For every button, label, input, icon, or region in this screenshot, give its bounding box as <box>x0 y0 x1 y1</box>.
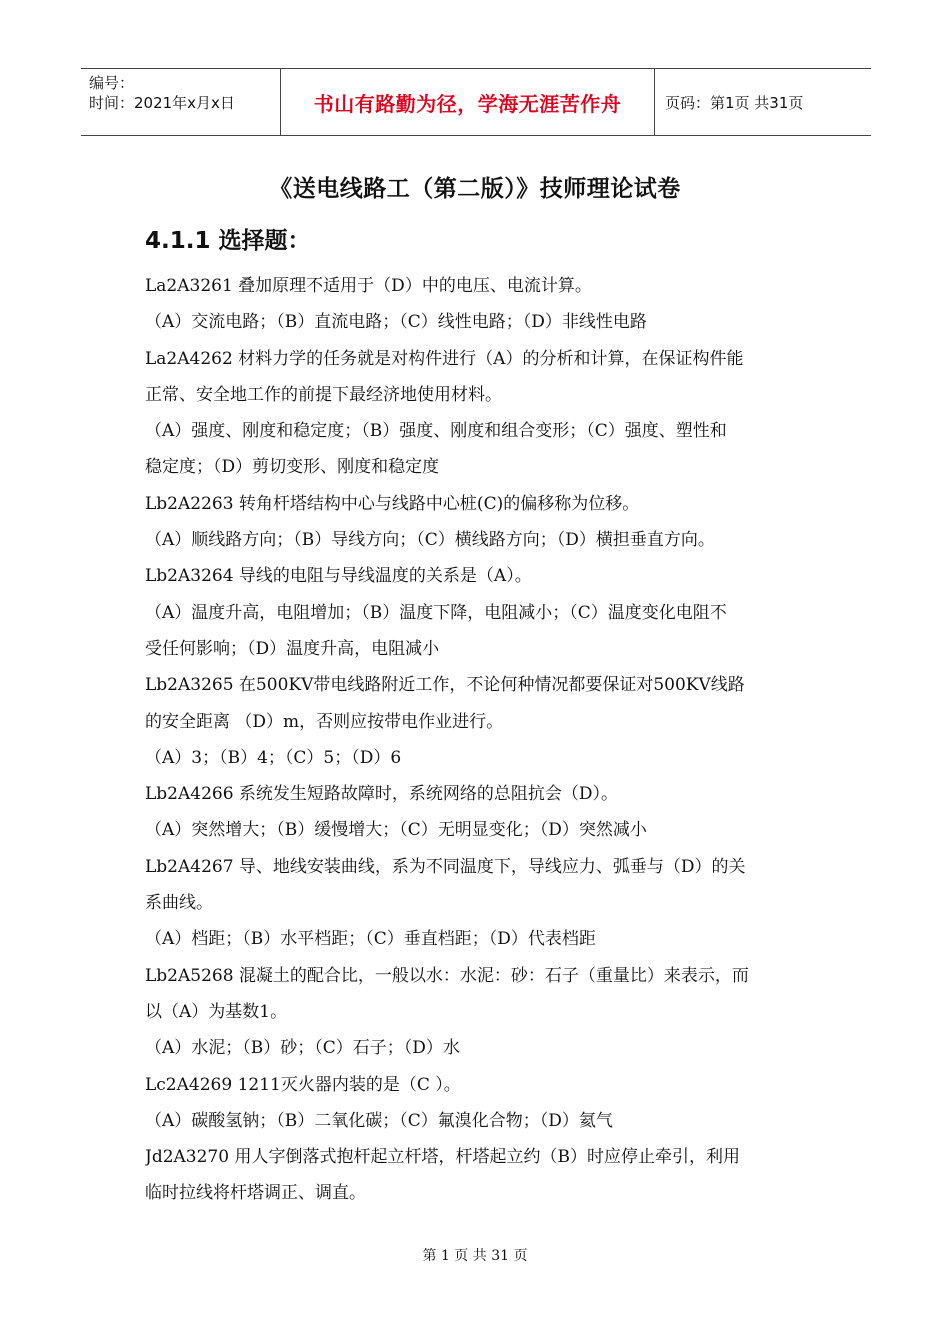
text-line: （A）交流电路；（B）直流电路；（C）线性电路；（D）非线性电路 <box>145 312 647 333</box>
text-line: Lb2A5268 混凝土的配合比，一般以水：水泥：砂：石子（重量比）来表示，而 <box>145 965 749 986</box>
text-line: Lb2A3264 导线的电阻与导线温度的关系是（A）。 <box>145 566 532 587</box>
text-line: La2A4262 材料力学的任务就是对构件进行（A）的分析和计算，在保证构件能 <box>145 348 744 369</box>
text-line: Lb2A4267 导、地线安装曲线，系为不同温度下，导线应力、弧垂与（D）的关 <box>145 856 746 877</box>
text-line: Lb2A2263 转角杆塔结构中心与线路中心桩(C)的偏移称为位移。 <box>145 493 640 514</box>
text-line: Lc2A4269 1211灭火器内装的是（C ）。 <box>145 1074 461 1095</box>
text-line: 受任何影响；（D）温度升高，电阻减小 <box>145 638 440 659</box>
text-line: 的安全距离 （D）m，否则应按带电作业进行。 <box>145 711 504 732</box>
motto: 书山有路勤为径，学海无涯苦作舟 <box>281 69 655 135</box>
text-line: Lb2A3265 在500KV带电线路附近工作，不论何种情况都要保证对500KV线路 <box>145 675 745 696</box>
section-heading: 4.1.1 选择题： <box>145 228 311 254</box>
text-line: （A）温度升高，电阻增加；（B）温度下降，电阻减小；（C）温度变化电阻不 <box>145 602 727 623</box>
text-line: （A）突然增大；（B）缓慢增大；（C）无明显变化；（D）突然减小 <box>145 820 647 841</box>
text-line: （A）顺线路方向；（B）导线方向；（C）横线路方向；（D）横担垂直方向。 <box>145 530 715 551</box>
text-line: （A）3；（B）4；（C）5；（D）6 <box>145 747 402 768</box>
text-line: 系曲线。 <box>145 893 213 914</box>
date-label: 时间：2021年x月x日 <box>89 94 235 112</box>
question-list <box>145 268 815 1212</box>
text-line: （A）强度、刚度和稳定度；（B）强度、刚度和组合变形；（C）强度、塑性和 <box>145 421 727 442</box>
header-meta <box>81 69 281 135</box>
document-title: 《送电线路工（第二版）》技师理论试卷 <box>269 176 681 202</box>
text-line: Lb2A4266 系统发生短路故障时，系统网络的总阻抗会（D）。 <box>145 784 619 805</box>
text-line: （A）档距；（B）水平档距；（C）垂直档距；（D）代表档距 <box>145 929 596 950</box>
text-line: 正常、安全地工作的前提下最经济地使用材料。 <box>145 384 502 405</box>
page-footer: 第 1 页 共 31 页 <box>422 1248 528 1264</box>
text-line: （A）水泥；（B）砂；（C）石子；（D）水 <box>145 1038 460 1059</box>
page-info: 页码：第1页 共31页 <box>665 93 804 112</box>
text-line: 临时拉线将杆塔调正、调直。 <box>145 1183 366 1204</box>
text-line: （A）碳酸氢钠；（B）二氧化碳；（C）氟溴化合物；（D）氦气 <box>145 1110 613 1131</box>
text-line: 以（A）为基数1。 <box>145 1001 288 1022</box>
text-line: 稳定度；（D）剪切变形、刚度和稳定度 <box>145 457 440 478</box>
header-table <box>81 68 871 136</box>
text-line: La2A3261 叠加原理不适用于（D）中的电压、电流计算。 <box>145 276 592 296</box>
text-line: Jd2A3270 用人字倒落式抱杆起立杆塔，杆塔起立约（B）时应停止牵引，利用 <box>145 1147 740 1168</box>
number-label: 编号： <box>89 74 135 92</box>
